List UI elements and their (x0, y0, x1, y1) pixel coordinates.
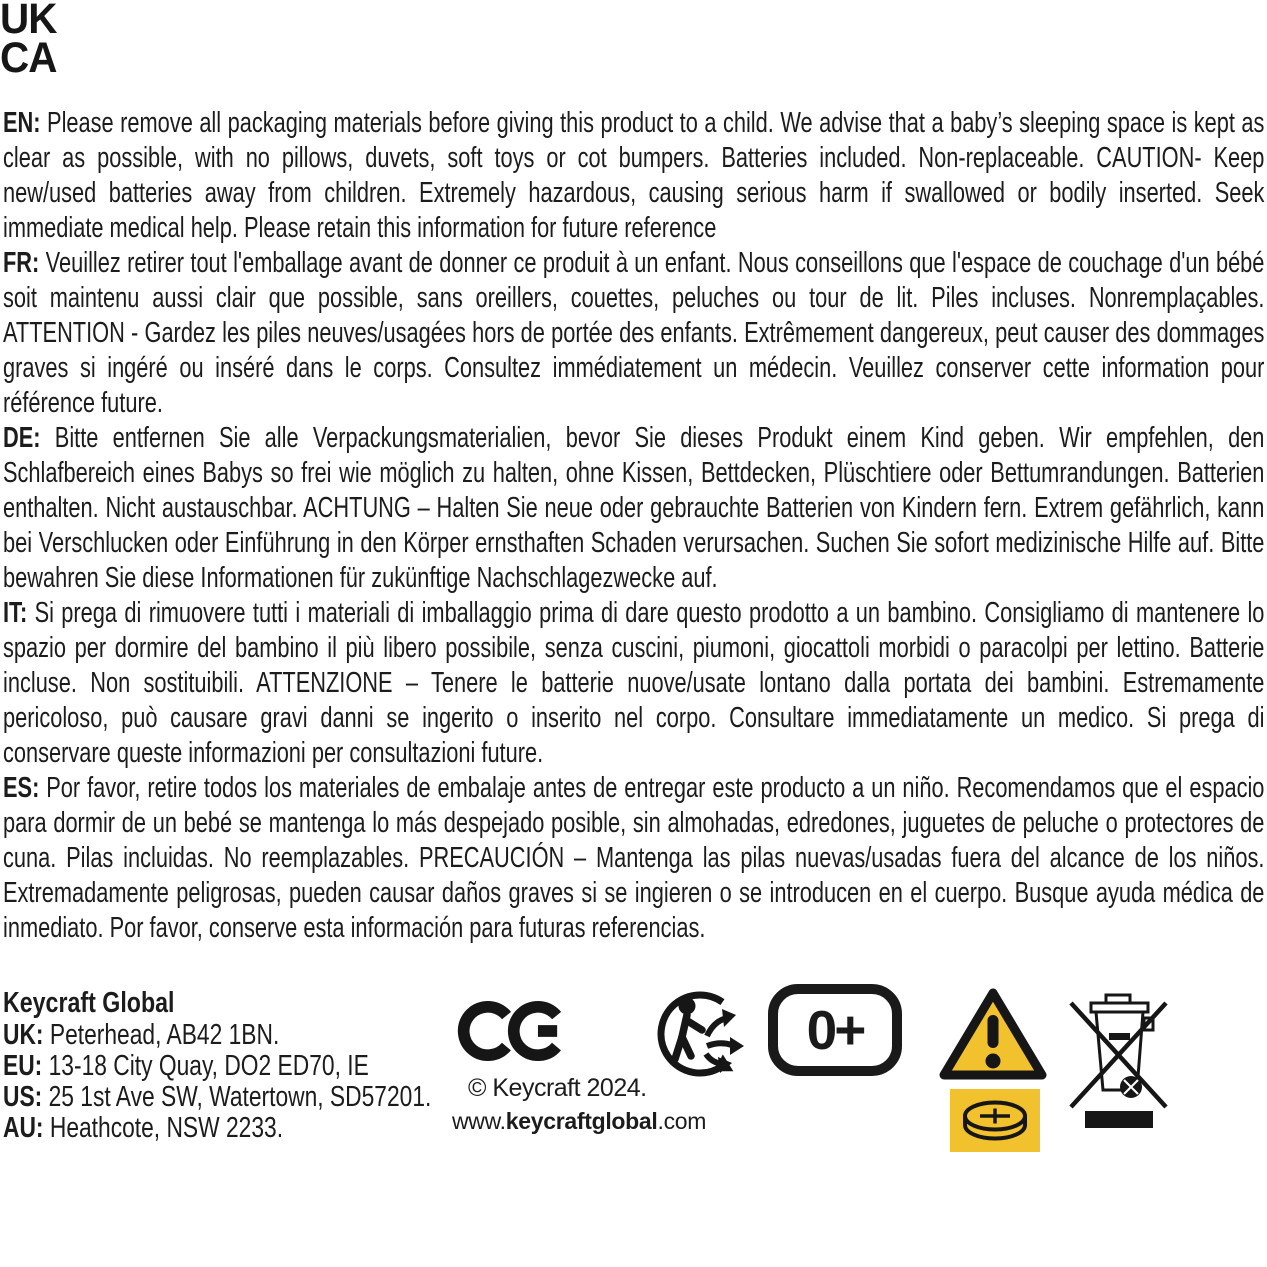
ukca-line1: UK (0, 0, 57, 43)
website-domain: keycraftglobal (505, 1108, 658, 1134)
safety-notice-en: EN: Please remove all packaging materials before giving this product to a child. We advise that a baby’s sleeping space is kept as clear as possible, with no pillows, duvets, soft toys or cot bumpers. Batteries included. Non-replaceable. CAUTION- Keep new/used batteries away from children. Extremely hazardous, causing serious harm if swallowed or bodily inserted. Seek immediate medical help. Please retain this information for future reference (3, 107, 1265, 244)
safety-notice-it: IT: Si prega di rimuovere tutti i materiali di imballaggio prima di dare questo prodotto a un bambino. Consigliamo di mantenere lo spazio per dormire del bambino il più libero possibile, senza cuscini, piumoni, giocattoli morbidi o paracolpi per lettino. Batterie incluse. Non sostituibili. ATTENZIONE – Tenere le batterie nuove/usate lontano dalla portata dei bambini. Estremamente pericoloso, può causare gravi danni se ingerito o inserito nel corpo. Consultare immediatamente un medico. Si prega di conservare queste informazioni per consultazioni future. (3, 597, 1265, 769)
address-line-au: AU: Heathcote, NSW 2233. (3, 1112, 284, 1144)
weee-crossed-bin-icon (1062, 988, 1174, 1128)
ukca-line2: CA (0, 34, 57, 82)
ce-mark-icon (457, 991, 563, 1071)
website-text (452, 1108, 752, 1134)
company-name: Keycraft Global (3, 987, 175, 1019)
region-label: UK: (3, 1019, 44, 1051)
language-label: FR: (3, 247, 40, 279)
safety-notices (3, 106, 1264, 946)
button-cell-battery-icon (950, 1089, 1040, 1152)
language-label: EN: (3, 107, 41, 139)
language-label: ES: (3, 772, 40, 804)
safety-notice-es: ES: Por favor, retire todos los materiales de embalaje antes de entregar este producto a un niño. Recomendamos que el espacio para dormir de un bebé se mantenga lo más despejado posible, sin almohadas, edredones, juguetes de peluche o protectores de cuna. Pilas incluidas. No reemplazables. PRECAUCIÓN – Mantenga las pilas nuevas/usadas fuera del alcance de los niños. Extremadamente peligrosas, pueden causar daños graves si se ingieren o se introducen en el cuerpo. Busque ayuda médica de inmediato. Por favor, conserve esta información para futuras referencias. (3, 772, 1265, 944)
region-label: US: (3, 1081, 43, 1113)
safety-notice-de: DE: Bitte entfernen Sie alle Verpackungsmaterialien, bevor Sie dieses Produkt einem Kind geben. Wir empfehlen, den Schlafbereich eines Babys so frei wie möglich zu halten, ohne Kissen, Bettdecken, Plüschtiere oder Bettumrandungen. Batterien enthalten. Nicht austauschbar. ACHTUNG – Halten Sie neue oder gebrauchte Batterien von Kindern fern. Extrem gefährlich, kann bei Verschlucken oder Einführung in den Körper ernsthaften Schaden verursachen. Suchen Sie sofort medizinische Hilfe auf. Bitte bewahren Sie diese Informationen für zukünftige Nachschlagezwecke auf. (3, 422, 1265, 594)
region-label: EU: (3, 1050, 43, 1082)
ukca-mark-icon (0, 0, 1191, 82)
battery-hazard-triangle-icon (936, 984, 1050, 1084)
triman-recycling-icon (654, 989, 746, 1079)
copyright-text: © Keycraft 2024. (468, 1074, 647, 1102)
safety-notice-fr: FR: Veuillez retirer tout l'emballage avant de donner ce produit à un enfant. Nous conseillons que l'espace de couchage d'un bébé soit maintenu aussi clair que possible, sans oreillers, couettes, peluches ou tour de lit. Piles incluses. Nonremplaçables. ATTENTION - Gardez les piles neuves/usagées hors de portée des enfants. Extrêmement dangereux, peut causer des dommages graves si ingéré ou inséré dans le corps. Consultez immédiatement un médecin. Veuillez conserver cette information pour référence future. (3, 247, 1265, 419)
website-prefix: www. (452, 1108, 506, 1134)
region-label: AU: (3, 1112, 44, 1144)
age-grade-label: 0+ (806, 999, 864, 1061)
address-line-uk: UK: Peterhead, AB42 1BN. (3, 1019, 280, 1051)
address-line-eu: EU: 13-18 City Quay, DO2 ED70, IE (3, 1050, 369, 1082)
age-grade-badge (768, 984, 902, 1076)
language-label: DE: (3, 422, 41, 454)
address-line-us: US: 25 1st Ave SW, Watertown, SD57201. (3, 1081, 432, 1113)
language-label: IT: (3, 597, 28, 629)
website-suffix: .com (657, 1108, 707, 1134)
copyright-block (452, 1074, 752, 1134)
